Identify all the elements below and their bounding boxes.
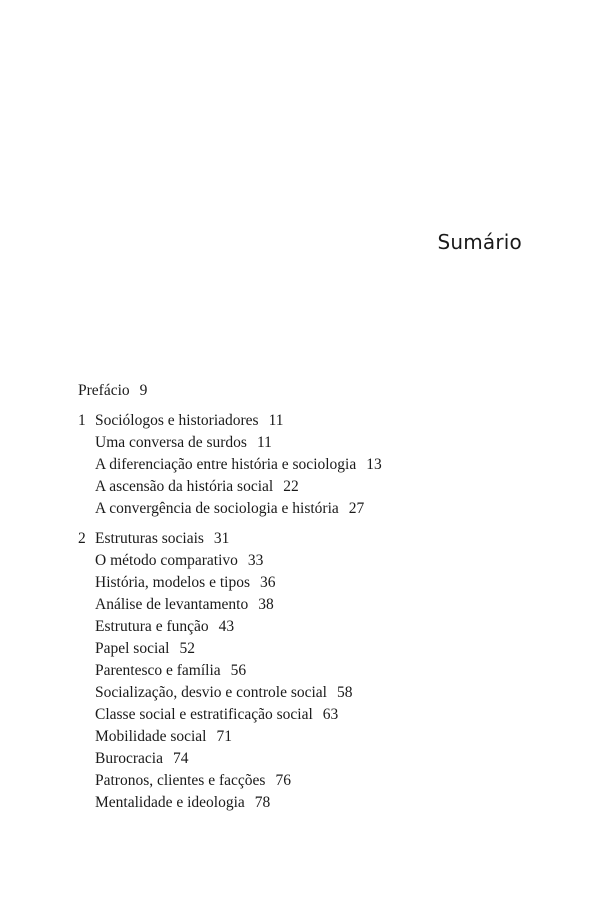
toc-section [78, 638, 382, 660]
toc-section [78, 594, 382, 616]
section-title: Estrutura e função [95, 618, 209, 635]
toc-section [78, 498, 382, 520]
toc-section [78, 616, 382, 638]
chapter-heading [78, 528, 382, 550]
section-page: 22 [283, 478, 299, 495]
section-page: 33 [247, 552, 264, 569]
toc-section [78, 476, 382, 498]
toc-section [78, 432, 382, 454]
section-title: Burocracia [95, 750, 163, 767]
section-page: 58 [336, 684, 353, 701]
section-title: A diferenciação entre história e sociologia [95, 456, 357, 473]
section-title: Papel social [95, 640, 170, 657]
section-title: Uma conversa de surdos [95, 434, 247, 451]
chapter-title: Estruturas sociais [95, 530, 204, 547]
chapter-1 [78, 410, 382, 520]
section-title: Mentalidade e ideologia [95, 794, 245, 811]
section-title: Classe social e estratificação social [95, 706, 313, 723]
toc-section [78, 704, 382, 726]
toc-section [78, 792, 382, 814]
chapter-number: 1 [78, 412, 86, 429]
section-title: Parentesco e família [95, 662, 221, 679]
section-page: 52 [179, 640, 195, 657]
section-page: 11 [256, 434, 272, 451]
preface-page: 9 [139, 382, 148, 399]
toc-section [78, 550, 382, 572]
section-title: Socialização, desvio e controle social [95, 684, 327, 701]
section-page: 43 [218, 618, 235, 635]
section-page: 71 [216, 728, 232, 745]
chapter-number: 2 [78, 530, 86, 547]
section-page: 27 [348, 500, 365, 517]
chapter-page: 31 [213, 530, 230, 547]
page-title: Sumário [437, 230, 522, 254]
chapter-2 [78, 528, 382, 814]
section-page: 56 [230, 662, 247, 679]
toc-section [78, 454, 382, 476]
section-page: 78 [254, 794, 271, 811]
section-title: Mobilidade social [95, 728, 207, 745]
table-of-contents [78, 380, 382, 814]
section-page: 63 [322, 706, 339, 723]
section-page: 13 [366, 456, 382, 473]
section-title: O método comparativo [95, 552, 238, 569]
toc-section [78, 748, 382, 770]
section-title: Análise de levantamento [95, 596, 249, 613]
section-title: História, modelos e tipos [95, 574, 250, 591]
section-title: A convergência de sociologia e história [95, 500, 339, 517]
chapter-page: 11 [268, 412, 284, 429]
preface-label: Prefácio [78, 382, 130, 399]
section-page: 38 [258, 596, 274, 613]
section-page: 74 [173, 750, 189, 767]
section-title: Patronos, clientes e facções [95, 772, 266, 789]
section-page: 76 [275, 772, 291, 789]
toc-section [78, 726, 382, 748]
section-page: 36 [260, 574, 276, 591]
section-title: A ascensão da história social [95, 478, 274, 495]
toc-section [78, 660, 382, 682]
toc-section [78, 770, 382, 792]
chapter-heading [78, 410, 382, 432]
chapter-title: Sociólogos e historiadores [95, 412, 259, 429]
toc-section [78, 572, 382, 594]
toc-section [78, 682, 382, 704]
toc-entry-preface [78, 380, 382, 402]
